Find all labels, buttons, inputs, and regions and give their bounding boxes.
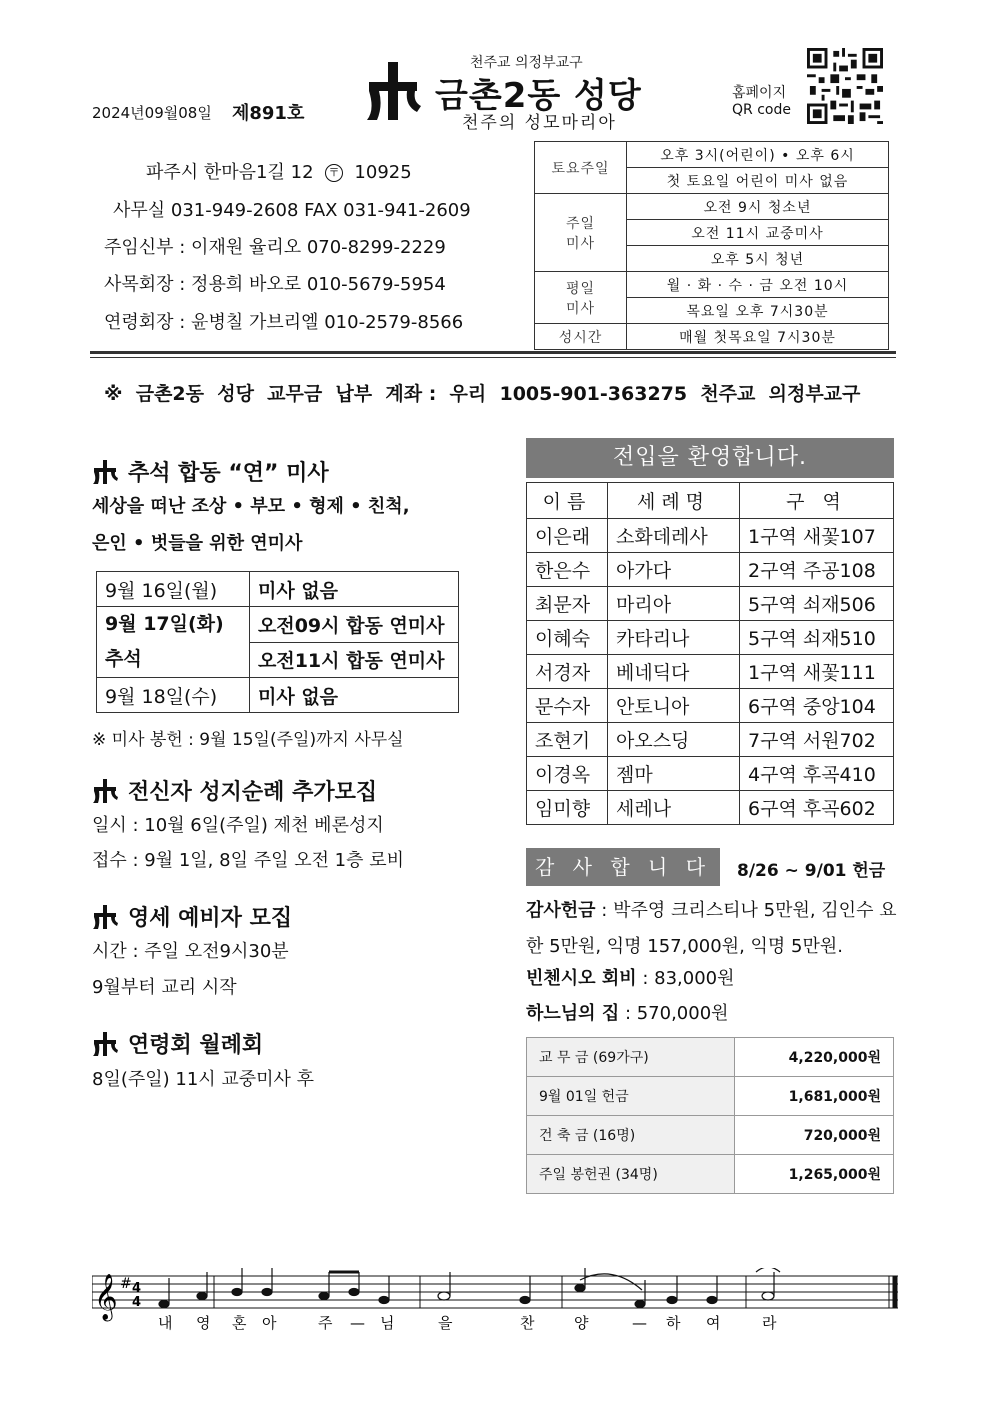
chuseok-value: 오전11시 합동 연미사 (250, 642, 459, 678)
finance-amount: 4,220,000원 (735, 1038, 894, 1077)
lyric-syllable: 영 (196, 1314, 211, 1332)
postal-code: 10925 (342, 162, 412, 183)
cross-icon (92, 460, 118, 484)
schedule-label-weekday (535, 272, 627, 324)
pastor-contact: 주임신부 : 이재원 율리오 070-8299-2229 (104, 237, 446, 258)
welcome-area: 5구역 쇠재510 (740, 621, 894, 655)
welcome-baptism: 아오스딩 (608, 723, 740, 757)
gift-text: 한 5만원, 익명 157,000원, 익명 5만원. (526, 936, 843, 957)
lyric-syllable: 아 (262, 1314, 277, 1332)
mass-schedule-table (534, 141, 889, 350)
chuseok-desc: 세상을 떠난 조상 • 부모 • 형제 • 친척, (92, 496, 410, 517)
welcome-name: 문수자 (527, 689, 608, 723)
schedule-cell: 매월 첫목요일 7시30분 (627, 324, 889, 350)
section-title-text: 추석 합동 “연” 미사 (128, 461, 329, 486)
chuseok-date-line: 추석 (105, 648, 142, 670)
office-phone: 사무실 031-949-2608 FAX 031-941-2609 (113, 200, 471, 221)
section-title-text: 연령회 월례회 (128, 1033, 264, 1058)
cross-icon (92, 1032, 118, 1056)
finance-label: 9월 01일 헌금 (527, 1077, 735, 1116)
welcome-name: 조현기 (527, 723, 608, 757)
svg-text:4: 4 (132, 1295, 142, 1310)
treble-clef-icon: 𝄞 (94, 1274, 118, 1320)
lyric-syllable: 내 (158, 1314, 173, 1332)
table-row (527, 1077, 894, 1116)
section-title-text: 영세 예비자 모집 (128, 906, 293, 931)
welcome-area: 4구역 후곡410 (740, 757, 894, 791)
table-row (527, 1155, 894, 1194)
finance-table (526, 1037, 894, 1194)
chuseok-table (96, 571, 459, 713)
lyric-syllable: 을 (438, 1314, 453, 1332)
schedule-label-line: 미사 (565, 235, 596, 252)
catechumen-line: 시간 : 주일 오전9시30분 (92, 941, 289, 962)
finance-label: 교 무 금 (69가구) (527, 1038, 735, 1077)
welcome-name: 이은래 (527, 519, 608, 553)
welcome-area: 6구역 후곡602 (740, 791, 894, 825)
gift-text: : 박주영 크리스티나 5만원, 김인수 요 (595, 900, 897, 921)
lyric-syllable: 찬 (520, 1314, 535, 1332)
council-contact: 사목회장 : 정용희 바오로 010-5679-5954 (104, 274, 446, 295)
welcome-name: 임미향 (527, 791, 608, 825)
table-row (527, 1038, 894, 1077)
patron-label: 천주의 성모마리아 (462, 113, 617, 133)
divider (90, 357, 896, 358)
parish-title: 금촌2동 성당 (435, 76, 642, 116)
cross-icon (92, 779, 118, 803)
welcome-baptism: 안토니아 (608, 689, 740, 723)
lyric-syllable: 님 (380, 1314, 395, 1332)
table-row (527, 723, 894, 757)
schedule-label-line: 주일 (565, 215, 596, 232)
col-header-area: 구 역 (740, 483, 894, 519)
house-of-god (526, 999, 729, 1029)
welcome-area: 5구역 쇠재506 (740, 587, 894, 621)
welcome-baptism: 베네딕다 (608, 655, 740, 689)
schedule-cell: 오전 11시 교중미사 (627, 220, 889, 246)
schedule-cell: 월 · 화 · 수 · 금 오전 10시 (627, 272, 889, 298)
schedule-label-sunday (535, 194, 627, 272)
chuseok-date (97, 607, 250, 678)
address-street: 파주시 한마음1길 12 (146, 162, 325, 183)
chuseok-date-line: 9월 17일(화) (105, 613, 224, 635)
chuseok-value: 미사 없음 (250, 678, 459, 713)
finance-amount: 1,681,000원 (735, 1077, 894, 1116)
section-title-pilgrimage (92, 775, 377, 806)
svg-text:#: # (120, 1276, 132, 1292)
thanks-gift (526, 893, 901, 965)
col-header-name: 이름 (527, 483, 608, 519)
welcome-name: 이혜숙 (527, 621, 608, 655)
table-row (527, 621, 894, 655)
divider (90, 351, 896, 354)
welcome-title: 전입을 환영합니다. (526, 438, 894, 478)
col-header-baptism: 세례명 (608, 483, 740, 519)
welcome-name: 이경옥 (527, 757, 608, 791)
pilgrimage-line: 일시 : 10월 6일(주일) 제천 베론성지 (92, 815, 384, 836)
lyric-syllable: 하 (666, 1314, 681, 1332)
chuseok-value: 오전09시 합동 연미사 (250, 607, 459, 643)
welcome-baptism: 젬마 (608, 757, 740, 791)
chuseok-date: 9월 18일(수) (97, 678, 250, 713)
vincent-value: : 83,000원 (636, 968, 735, 989)
welcome-name: 한은수 (527, 553, 608, 587)
schedule-cell: 오후 5시 청년 (627, 246, 889, 272)
issue-date: 2024년09월08일 (92, 104, 212, 122)
svg-text:4: 4 (132, 1281, 142, 1296)
table-row (527, 689, 894, 723)
lyric-syllable: 주 (318, 1314, 333, 1332)
welcome-baptism: 소화데레사 (608, 519, 740, 553)
qr-label-home: 홈페이지 (732, 85, 787, 101)
chuseok-desc: 은인 • 벗들을 위한 연미사 (92, 533, 303, 554)
elders-meeting-line: 8일(주일) 11시 교중미사 후 (92, 1069, 315, 1090)
postal-icon: 〒 (325, 164, 343, 182)
thanks-period: 8/26 ~ 9/01 헌금 (737, 861, 886, 881)
lyric-syllable: 양 (574, 1314, 589, 1332)
house-value: : 570,000원 (619, 1003, 729, 1024)
table-row (527, 655, 894, 689)
catechumen-line: 9월부터 교리 시작 (92, 977, 237, 998)
schedule-cell: 첫 토요일 어린이 미사 없음 (627, 168, 889, 194)
qr-code-icon[interactable] (806, 48, 884, 124)
table-row (527, 519, 894, 553)
vincent-fee (526, 964, 735, 994)
chuseok-note: ※ 미사 봉헌 : 9월 15일(주일)까지 사무실 (92, 730, 404, 750)
cross-icon (92, 905, 118, 929)
finance-label: 주일 봉헌권 (34명) (527, 1155, 735, 1194)
vincent-label: 빈첸시오 회비 (526, 968, 637, 989)
welcome-baptism: 카타리나 (608, 621, 740, 655)
thanks-title: 감 사 합 니 다 (526, 848, 720, 886)
welcome-area: 7구역 서원702 (740, 723, 894, 757)
finance-amount: 1,265,000원 (735, 1155, 894, 1194)
welcome-area: 6구역 중앙104 (740, 689, 894, 723)
table-row (527, 1116, 894, 1155)
section-title-elders-meeting (92, 1028, 263, 1059)
chuseok-date: 9월 16일(월) (97, 572, 250, 607)
welcome-name: 최문자 (527, 587, 608, 621)
welcome-area: 1구역 새꽃107 (740, 519, 894, 553)
issue-number: 제891호 (232, 103, 305, 124)
schedule-label-saturday: 토요주일 (535, 142, 627, 194)
section-title-text: 전신자 성지순례 추가모집 (128, 780, 378, 805)
elders-contact: 연령회장 : 윤병칠 가브리엘 010-2579-8566 (104, 312, 464, 333)
welcome-table (526, 482, 894, 825)
schedule-label-line: 평일 (565, 280, 596, 297)
finance-label: 건 축 금 (16명) (527, 1116, 735, 1155)
address (146, 158, 412, 184)
schedule-label-line: 미사 (565, 300, 596, 317)
welcome-baptism: 세레나 (608, 791, 740, 825)
pilgrimage-line: 접수 : 9월 1일, 8일 주일 오전 1층 로비 (92, 850, 405, 871)
welcome-name: 서경자 (527, 655, 608, 689)
section-title-chuseok (92, 456, 329, 487)
table-row (527, 757, 894, 791)
table-row (527, 791, 894, 825)
lyric-syllable: 혼 (232, 1314, 247, 1332)
table-row (527, 587, 894, 621)
qr-label-code: QR code (732, 102, 791, 118)
gift-label: 감사헌금 (526, 900, 596, 921)
lyric-syllable: 여 (706, 1314, 721, 1332)
welcome-baptism: 마리아 (608, 587, 740, 621)
lyric-syllable: — (632, 1314, 647, 1332)
schedule-label-holy-hour: 성시간 (535, 324, 627, 350)
account-notice: ※ 금촌2동 성당 교무금 납부 계좌 : 우리 1005-901-363275 천주교 의정부교구 (104, 383, 861, 405)
lyric-syllable: — (350, 1314, 365, 1332)
table-row (527, 553, 894, 587)
diocese-label: 천주교 의정부교구 (470, 55, 583, 71)
finance-amount: 720,000원 (735, 1116, 894, 1155)
welcome-baptism: 아가다 (608, 553, 740, 587)
hymn-score (92, 1268, 898, 1332)
cross-logo-icon (365, 62, 421, 120)
welcome-area: 2구역 주공108 (740, 553, 894, 587)
house-label: 하느님의 집 (526, 1003, 620, 1024)
chuseok-value: 미사 없음 (250, 572, 459, 607)
schedule-cell: 오후 3시(어린이) • 오후 6시 (627, 142, 889, 168)
section-title-catechumen (92, 901, 292, 932)
lyric-syllable: 라 (762, 1314, 777, 1332)
schedule-cell: 오전 9시 청소년 (627, 194, 889, 220)
schedule-cell: 목요일 오후 7시30분 (627, 298, 889, 324)
welcome-area: 1구역 새꽃111 (740, 655, 894, 689)
